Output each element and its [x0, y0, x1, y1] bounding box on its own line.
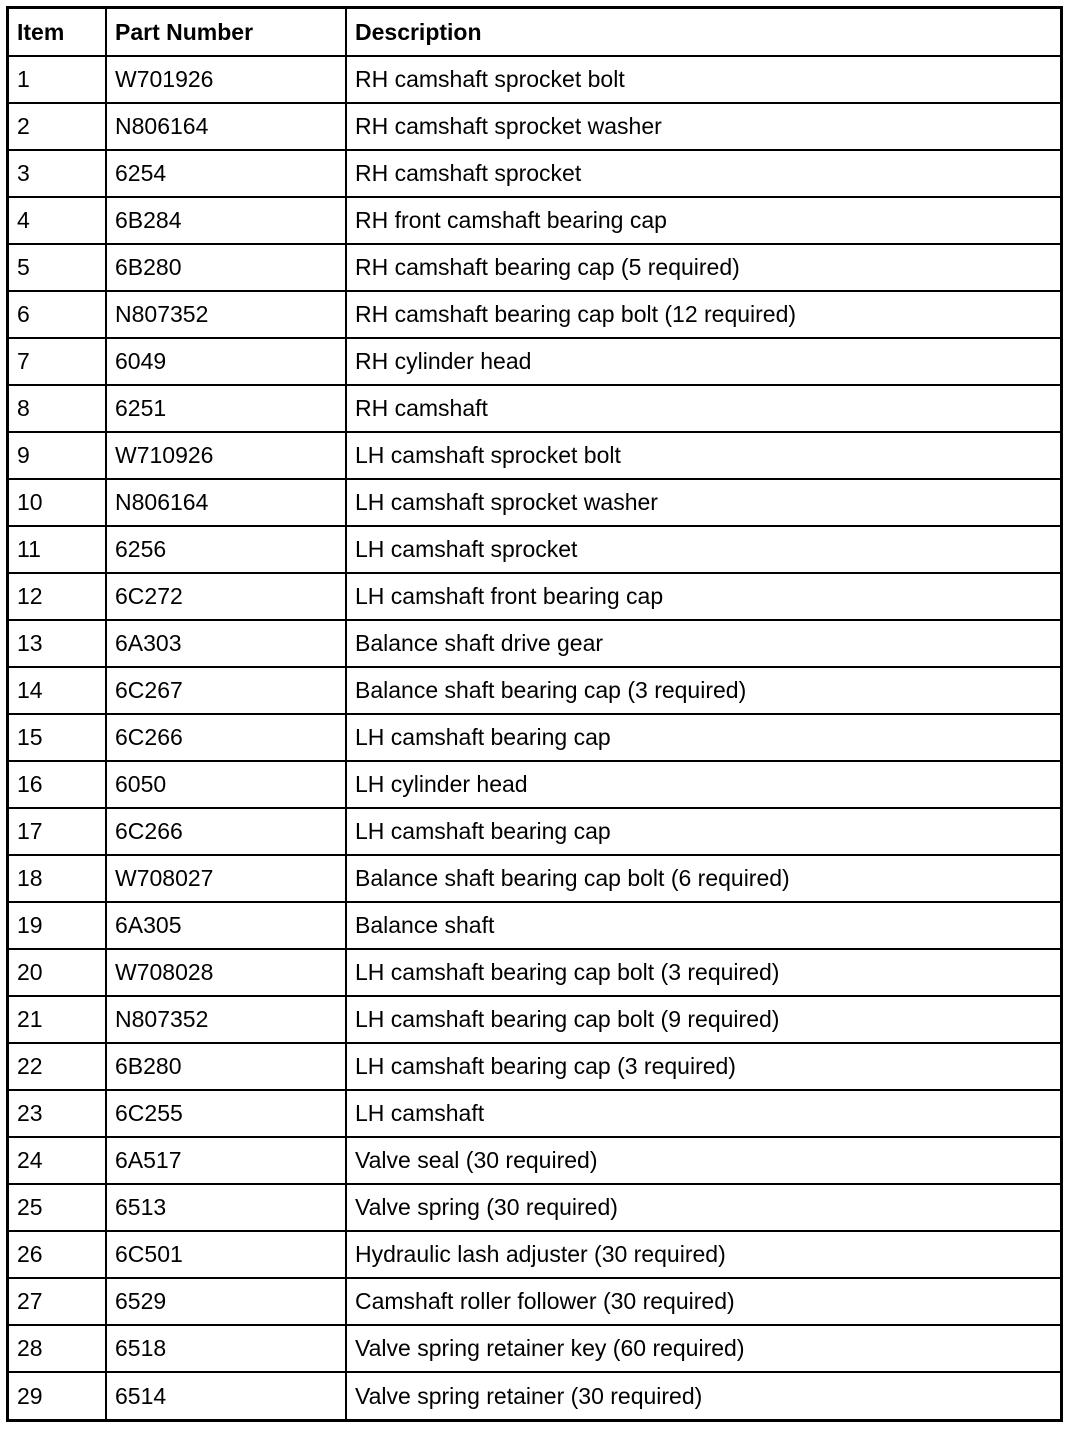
cell-part-number: W701926: [106, 56, 346, 103]
table-row: [9, 291, 1060, 338]
table-row: [9, 1325, 1060, 1372]
cell-description: Balance shaft drive gear: [346, 620, 1060, 667]
table-row: [9, 432, 1060, 479]
cell-item: 3: [9, 150, 106, 197]
cell-description: LH camshaft bearing cap bolt (3 required): [346, 949, 1060, 996]
cell-item: 5: [9, 244, 106, 291]
cell-part-number: 6514: [106, 1372, 346, 1419]
cell-part-number: 6B284: [106, 197, 346, 244]
cell-item: 20: [9, 949, 106, 996]
cell-description: RH camshaft bearing cap bolt (12 required): [346, 291, 1060, 338]
cell-description: LH camshaft bearing cap: [346, 714, 1060, 761]
cell-item: 25: [9, 1184, 106, 1231]
cell-description: RH camshaft: [346, 385, 1060, 432]
cell-part-number: 6A517: [106, 1137, 346, 1184]
cell-part-number: 6B280: [106, 244, 346, 291]
cell-item: 26: [9, 1231, 106, 1278]
cell-item: 1: [9, 56, 106, 103]
cell-item: 15: [9, 714, 106, 761]
cell-description: LH camshaft front bearing cap: [346, 573, 1060, 620]
cell-part-number: 6C272: [106, 573, 346, 620]
cell-part-number: N806164: [106, 479, 346, 526]
table-row: [9, 902, 1060, 949]
table-row: [9, 1184, 1060, 1231]
cell-description: RH camshaft sprocket: [346, 150, 1060, 197]
table-row: [9, 385, 1060, 432]
table-row: [9, 1372, 1060, 1419]
cell-description: LH camshaft sprocket washer: [346, 479, 1060, 526]
cell-part-number: 6C266: [106, 714, 346, 761]
table-row: [9, 573, 1060, 620]
cell-item: 17: [9, 808, 106, 855]
table-row: [9, 526, 1060, 573]
cell-item: 6: [9, 291, 106, 338]
cell-part-number: 6049: [106, 338, 346, 385]
cell-description: Balance shaft: [346, 902, 1060, 949]
cell-description: LH camshaft sprocket bolt: [346, 432, 1060, 479]
table-row: [9, 949, 1060, 996]
table-row: [9, 667, 1060, 714]
column-header-item: Item: [9, 9, 106, 56]
cell-description: Camshaft roller follower (30 required): [346, 1278, 1060, 1325]
cell-part-number: 6518: [106, 1325, 346, 1372]
table-row: [9, 150, 1060, 197]
cell-description: Balance shaft bearing cap (3 required): [346, 667, 1060, 714]
cell-part-number: 6A305: [106, 902, 346, 949]
cell-item: 10: [9, 479, 106, 526]
cell-description: LH camshaft bearing cap: [346, 808, 1060, 855]
table-row: [9, 620, 1060, 667]
cell-item: 9: [9, 432, 106, 479]
cell-description: RH front camshaft bearing cap: [346, 197, 1060, 244]
cell-part-number: N807352: [106, 996, 346, 1043]
cell-description: LH cylinder head: [346, 761, 1060, 808]
cell-item: 29: [9, 1372, 106, 1419]
parts-table-frame: [6, 6, 1063, 1422]
cell-description: Valve seal (30 required): [346, 1137, 1060, 1184]
cell-item: 28: [9, 1325, 106, 1372]
cell-part-number: W710926: [106, 432, 346, 479]
cell-part-number: 6A303: [106, 620, 346, 667]
cell-part-number: N807352: [106, 291, 346, 338]
table-row: [9, 56, 1060, 103]
table-row: [9, 1278, 1060, 1325]
cell-item: 2: [9, 103, 106, 150]
cell-part-number: N806164: [106, 103, 346, 150]
cell-item: 21: [9, 996, 106, 1043]
cell-item: 24: [9, 1137, 106, 1184]
table-row: [9, 338, 1060, 385]
cell-item: 4: [9, 197, 106, 244]
cell-part-number: 6254: [106, 150, 346, 197]
table-row: [9, 103, 1060, 150]
cell-description: LH camshaft: [346, 1090, 1060, 1137]
cell-description: LH camshaft sprocket: [346, 526, 1060, 573]
cell-description: RH camshaft bearing cap (5 required): [346, 244, 1060, 291]
cell-item: 16: [9, 761, 106, 808]
cell-part-number: 6050: [106, 761, 346, 808]
table-row: [9, 1043, 1060, 1090]
table-row: [9, 855, 1060, 902]
table-row: [9, 714, 1060, 761]
cell-item: 13: [9, 620, 106, 667]
cell-item: 12: [9, 573, 106, 620]
cell-item: 11: [9, 526, 106, 573]
cell-description: Balance shaft bearing cap bolt (6 required): [346, 855, 1060, 902]
table-row: [9, 996, 1060, 1043]
cell-item: 19: [9, 902, 106, 949]
table-row: [9, 479, 1060, 526]
cell-description: RH camshaft sprocket washer: [346, 103, 1060, 150]
column-header-part-number: Part Number: [106, 9, 346, 56]
cell-part-number: 6C266: [106, 808, 346, 855]
cell-item: 18: [9, 855, 106, 902]
table-row: [9, 197, 1060, 244]
cell-part-number: 6B280: [106, 1043, 346, 1090]
cell-part-number: W708027: [106, 855, 346, 902]
parts-table: [9, 9, 1060, 1419]
cell-description: Valve spring retainer (30 required): [355, 1382, 703, 1409]
cell-part-number: 6251: [106, 385, 346, 432]
cell-part-number: 6C267: [106, 667, 346, 714]
cell-description: LH camshaft bearing cap (3 required): [346, 1043, 1060, 1090]
cell-description: RH cylinder head: [346, 338, 1060, 385]
column-header-description: Description: [346, 9, 1060, 56]
table-row: [9, 1137, 1060, 1184]
cell-part-number: 6C501: [106, 1231, 346, 1278]
cell-part-number: W708028: [106, 949, 346, 996]
table-row: [9, 761, 1060, 808]
cell-item: 22: [9, 1043, 106, 1090]
cell-item: 7: [9, 338, 106, 385]
cell-description: LH camshaft bearing cap bolt (9 required): [346, 996, 1060, 1043]
cell-description: RH camshaft sprocket bolt: [346, 56, 1060, 103]
table-row: [9, 1090, 1060, 1137]
cell-part-number: 6529: [106, 1278, 346, 1325]
cell-item: 23: [9, 1090, 106, 1137]
cell-part-number: 6513: [106, 1184, 346, 1231]
cell-description: Hydraulic lash adjuster (30 required): [346, 1231, 1060, 1278]
cell-item: 8: [9, 385, 106, 432]
table-header-row: [9, 9, 1060, 56]
table-row: [9, 1231, 1060, 1278]
table-row: [9, 244, 1060, 291]
cell-item: 27: [9, 1278, 106, 1325]
cell-item: 14: [9, 667, 106, 714]
cell-description: Valve spring retainer key (60 required): [346, 1325, 1060, 1372]
cell-part-number: 6256: [106, 526, 346, 573]
table-row: [9, 808, 1060, 855]
cell-part-number: 6C255: [106, 1090, 346, 1137]
cell-description: Valve spring (30 required): [346, 1184, 1060, 1231]
